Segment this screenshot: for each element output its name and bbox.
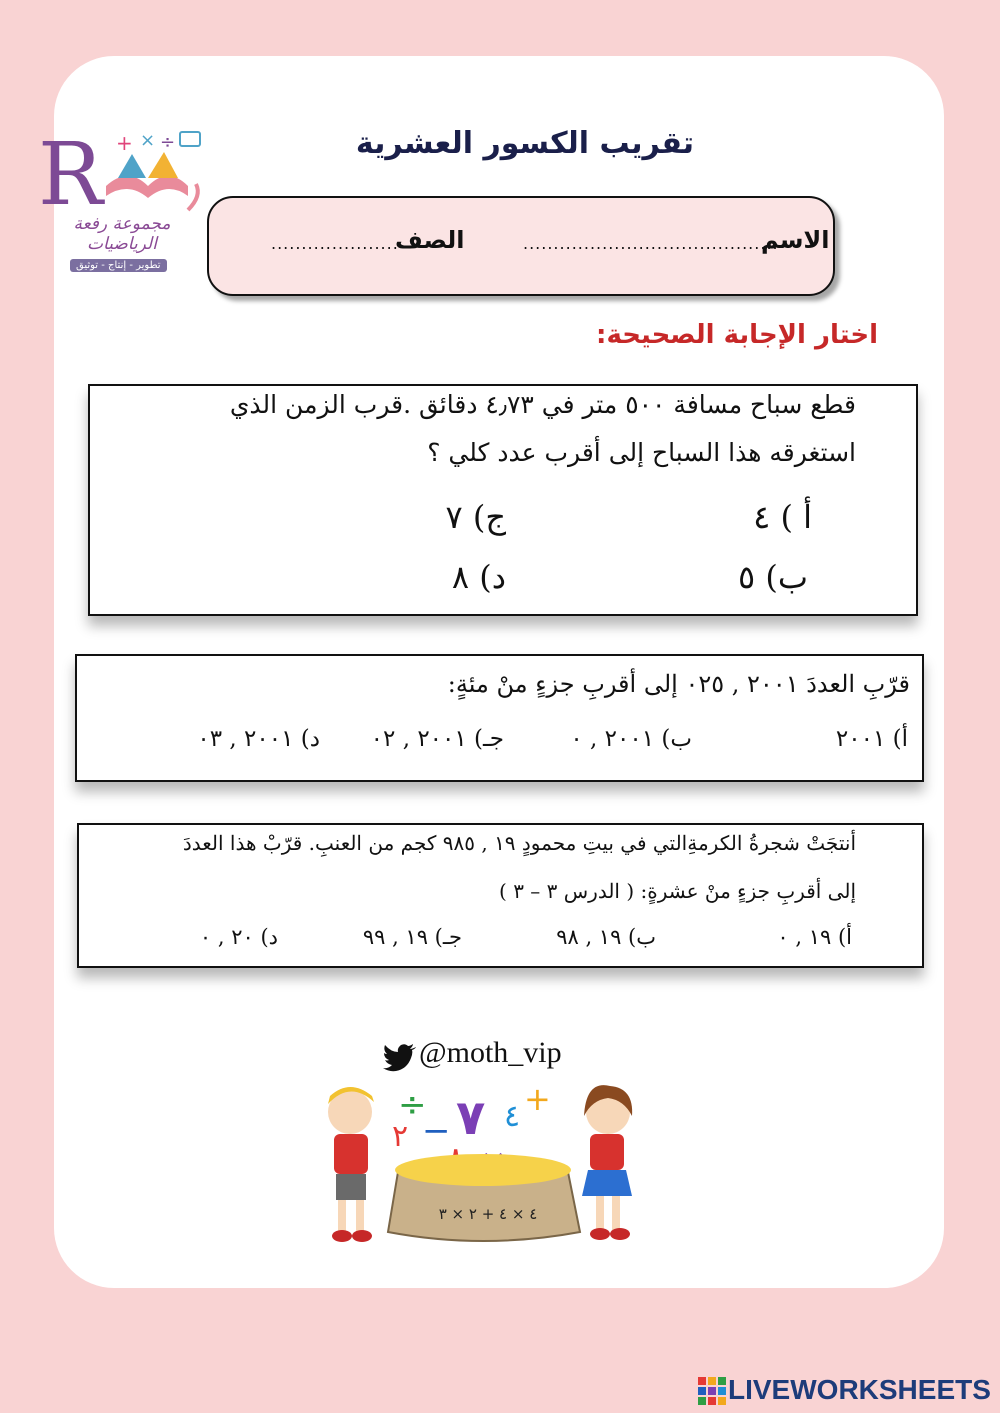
- name-field[interactable]: ..........................................: [523, 234, 779, 253]
- question-2-option-b[interactable]: ب) ٢٠٠١ , ٠: [570, 726, 692, 752]
- svg-text:+: +: [524, 1080, 551, 1118]
- class-field[interactable]: .....................: [271, 234, 399, 253]
- svg-text:٢: ٢: [392, 1119, 409, 1154]
- question-2-option-d[interactable]: د) ٢٠٠١ , ٠٣: [197, 726, 320, 752]
- logo-tagline: تطوير - إنتاج - توثيق: [70, 259, 167, 272]
- question-3-line-1: أنتجَتْ شجرةُ الكرمةِالتي في بيتِ محمودٍ ١٩ , ٩٨٥ كجم من العنبِ. قرّبْ هذا العددَ: [182, 831, 856, 855]
- question-3-option-a[interactable]: أ) ١٩ , ٠: [777, 925, 852, 949]
- svg-text:÷: ÷: [160, 132, 176, 153]
- logo: [36, 126, 208, 276]
- name-class-box: [207, 196, 835, 296]
- twitter-handle: [383, 1036, 583, 1076]
- twitter-bird-icon: [383, 1044, 417, 1072]
- question-1-line-1: قطع سباح مسافة ٥٠٠ متر في ٤٫٧٣ دقائق .قرب الزمن الذي: [229, 390, 856, 419]
- twitter-handle-text: @moth_vip: [419, 1036, 562, 1069]
- question-1-option-c[interactable]: ج) ٧: [445, 498, 506, 536]
- class-label: الصف: [395, 226, 465, 254]
- svg-text:R: R: [38, 126, 103, 216]
- svg-text:×: ×: [140, 130, 156, 151]
- question-1-option-b[interactable]: ب) ٥: [738, 558, 808, 596]
- logo-text: مجموعة رفعة الرياضيات: [73, 214, 171, 254]
- question-1-box: [88, 384, 918, 616]
- question-2-line-1: قرّبِ العددَ ٢٠٠١ , ٠٢٥ إلى أقربِ جزءٍ منْ مئةٍ:: [447, 670, 910, 698]
- instruction: اختار الإجابة الصحيحة:: [596, 320, 878, 350]
- svg-text:+: +: [116, 131, 133, 155]
- question-2-option-c[interactable]: جـ) ٢٠٠١ , ٠٢: [370, 726, 504, 752]
- svg-text:−: −: [422, 1111, 451, 1151]
- liveworksheets-brand: [698, 1374, 998, 1408]
- brand-text: LIVEWORKSHEETS: [728, 1374, 991, 1405]
- question-3-line-2: إلى أقربِ جزءٍ منْ عشرةٍ: ( الدرس ٣ – ٣ ): [499, 879, 856, 903]
- name-label: الاسم: [761, 226, 830, 254]
- svg-text:÷: ÷: [398, 1085, 427, 1125]
- question-1-line-2: استغرقه هذا السباح إلى أقرب عدد كلي ؟: [427, 438, 856, 467]
- logo-emblem-icon: [36, 126, 208, 216]
- question-2-option-a[interactable]: أ) ٢٠٠١: [835, 726, 908, 752]
- svg-text:٤: ٤: [504, 1099, 521, 1134]
- page-title: تقريب الكسور العشرية: [355, 126, 695, 161]
- svg-text:٧: ٧: [456, 1090, 486, 1146]
- question-3-option-b[interactable]: ب) ١٩ , ٩٨: [556, 925, 656, 949]
- question-3-box: [77, 823, 924, 968]
- kids-math-illustration: [318, 1072, 648, 1247]
- question-3-option-d[interactable]: د) ٢٠ , ٠: [199, 925, 278, 949]
- question-1-option-d[interactable]: د) ٨: [451, 558, 506, 596]
- liveworksheets-logo-icon: [698, 1377, 726, 1405]
- question-3-option-c[interactable]: جـ) ١٩ , ٩٩: [362, 925, 462, 949]
- question-1-option-a[interactable]: أ ) ٤: [753, 498, 812, 536]
- bag-equation: ٤ × ٤ + ٢ × ٣: [438, 1205, 538, 1223]
- question-2-box: [75, 654, 924, 782]
